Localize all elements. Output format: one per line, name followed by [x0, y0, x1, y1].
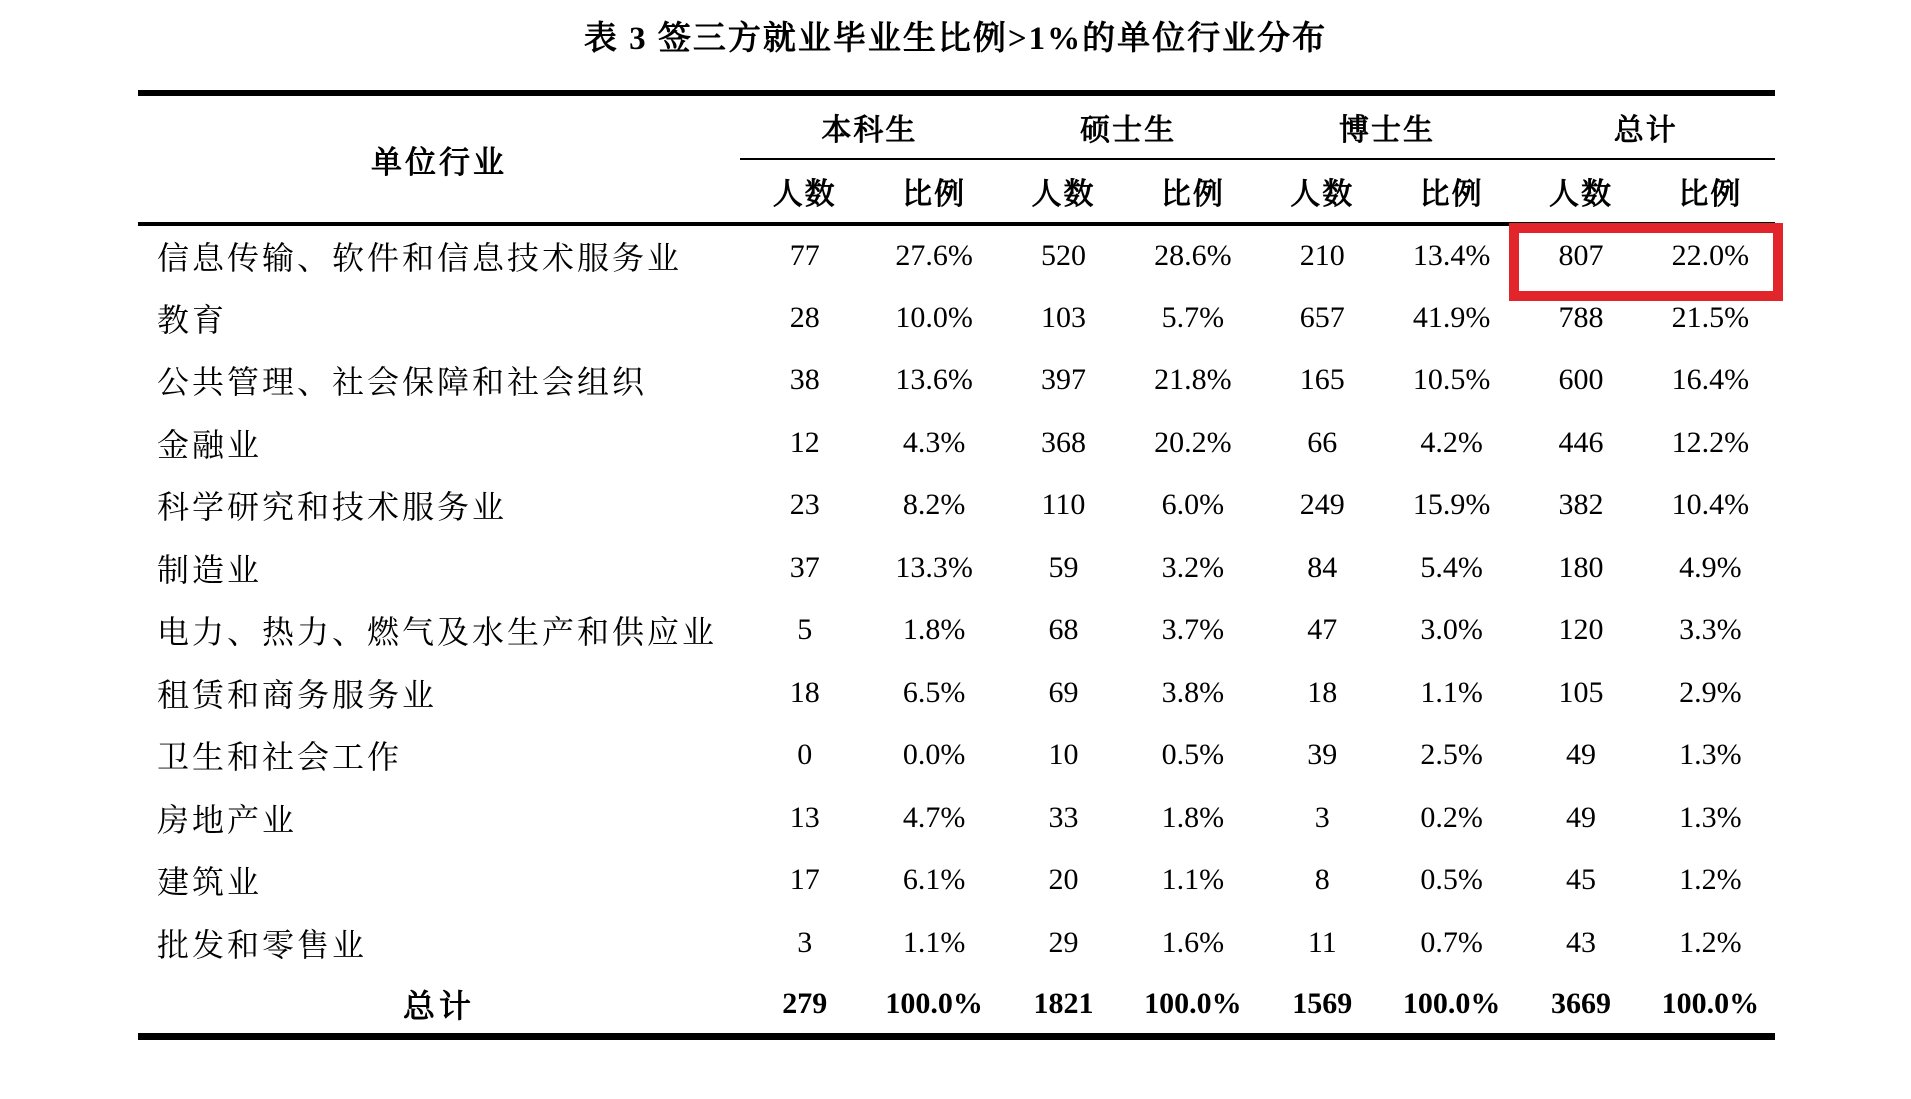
value-cell: 84 [1307, 550, 1338, 584]
value-cell: 520 [1040, 239, 1086, 273]
industry-label: 卫生和社会工作 [157, 739, 403, 776]
industry-label: 教育 [157, 301, 228, 338]
group-header-total: 总计 [1516, 93, 1775, 159]
value-cell: 27.6% [895, 239, 973, 273]
value-cell: 38 [789, 363, 820, 397]
value-cell: 807 [1558, 239, 1604, 273]
industry-distribution-table [138, 90, 1775, 1040]
value-cell: 11 [1307, 925, 1337, 959]
value-cell: 3669 [1516, 974, 1645, 1037]
value-cell: 45 [1566, 863, 1597, 897]
value-cell: 600 [1558, 363, 1604, 397]
value-cell: 21.5% [1671, 300, 1750, 334]
value-cell: 13 [789, 800, 820, 834]
value-cell: 68 [1048, 613, 1079, 647]
value-cell: 2.9% [1679, 675, 1742, 709]
table-body [138, 224, 1775, 1037]
sub-header-count: 人数 [1258, 159, 1387, 224]
value-cell: 21.8% [1154, 363, 1232, 397]
value-cell: 8.2% [902, 488, 966, 522]
industry-row [138, 224, 1775, 287]
value-cell: 10 [1048, 738, 1079, 772]
value-cell: 3.3% [1679, 613, 1742, 647]
value-cell: 0.5% [1420, 863, 1483, 897]
value-cell: 13.6% [895, 363, 973, 397]
total-row-label: 总计 [138, 974, 740, 1037]
sub-header-count: 人数 [740, 159, 869, 224]
value-cell: 18 [789, 675, 820, 709]
value-cell: 47 [1307, 613, 1338, 647]
value-cell: 13.4% [1412, 239, 1491, 273]
value-cell: 0.0% [902, 738, 966, 772]
value-cell: 1.1% [1420, 675, 1483, 709]
value-cell: 1.1% [902, 925, 966, 959]
industry-row [138, 662, 1775, 725]
industry-row [138, 849, 1775, 912]
value-cell: 20 [1048, 863, 1079, 897]
value-cell: 5.4% [1420, 550, 1483, 584]
value-cell: 3.2% [1161, 550, 1225, 584]
value-cell: 39 [1307, 738, 1338, 772]
value-cell: 0.5% [1161, 738, 1225, 772]
industry-label: 公共管理、社会保障和社会组织 [157, 364, 648, 401]
value-cell: 3 [1314, 800, 1330, 834]
value-cell: 180 [1558, 550, 1604, 584]
total-row [138, 974, 1775, 1037]
value-cell: 1.8% [1161, 800, 1225, 834]
value-cell: 49 [1566, 800, 1597, 834]
value-cell: 6.1% [902, 863, 966, 897]
group-header-master: 硕士生 [999, 93, 1258, 159]
industry-row [138, 912, 1775, 975]
value-cell: 1.6% [1161, 925, 1225, 959]
value-cell: 1.2% [1679, 925, 1742, 959]
value-cell: 6.5% [902, 675, 966, 709]
value-cell: 1.3% [1679, 738, 1742, 772]
value-cell: 8 [1314, 863, 1330, 897]
value-cell: 165 [1299, 363, 1345, 397]
value-cell: 100.0% [869, 974, 998, 1037]
value-cell: 368 [1040, 425, 1086, 459]
value-cell: 1821 [999, 974, 1128, 1037]
value-cell: 12 [789, 425, 820, 459]
industry-row [138, 724, 1775, 787]
value-cell: 446 [1558, 425, 1604, 459]
industry-row [138, 474, 1775, 537]
value-cell: 13.3% [895, 550, 973, 584]
value-cell: 788 [1558, 300, 1604, 334]
value-cell: 49 [1566, 738, 1597, 772]
group-header-row [138, 93, 1775, 159]
value-cell: 4.9% [1679, 550, 1742, 584]
sub-header-count: 人数 [999, 159, 1128, 224]
value-cell: 20.2% [1154, 425, 1232, 459]
value-cell: 0 [797, 738, 813, 772]
value-cell: 28 [789, 300, 820, 334]
value-cell: 100.0% [1387, 974, 1516, 1037]
value-cell: 77 [789, 239, 820, 273]
value-cell: 4.3% [902, 425, 966, 459]
value-cell: 657 [1299, 300, 1345, 334]
value-cell: 382 [1558, 488, 1604, 522]
value-cell: 22.0% [1671, 239, 1750, 273]
industry-label: 制造业 [157, 551, 263, 588]
value-cell: 3.0% [1420, 613, 1483, 647]
value-cell: 0.2% [1420, 800, 1483, 834]
value-cell: 397 [1040, 363, 1086, 397]
value-cell: 1.1% [1161, 863, 1225, 897]
value-cell: 66 [1307, 425, 1338, 459]
industry-label: 科学研究和技术服务业 [157, 489, 508, 526]
value-cell: 16.4% [1671, 363, 1750, 397]
sub-header-ratio: 比例 [1646, 159, 1775, 224]
value-cell: 37 [789, 550, 820, 584]
value-cell: 1.3% [1679, 800, 1742, 834]
value-cell: 69 [1048, 675, 1079, 709]
value-cell: 33 [1048, 800, 1079, 834]
value-cell: 105 [1558, 675, 1604, 709]
value-cell: 1569 [1258, 974, 1387, 1037]
value-cell: 41.9% [1412, 300, 1491, 334]
value-cell: 6.0% [1161, 488, 1225, 522]
value-cell: 43 [1566, 925, 1597, 959]
value-cell: 28.6% [1154, 239, 1232, 273]
sub-header-ratio: 比例 [1128, 159, 1257, 224]
industry-row [138, 599, 1775, 662]
value-cell: 110 [1041, 488, 1086, 522]
industry-label: 电力、热力、燃气及水生产和供应业 [157, 614, 718, 651]
table-title: 表 3 签三方就业毕业生比例>1%的单位行业分布 [583, 21, 1328, 57]
value-cell: 15.9% [1412, 488, 1491, 522]
value-cell: 23 [789, 488, 820, 522]
sub-header-count: 人数 [1516, 159, 1645, 224]
value-cell: 210 [1299, 239, 1345, 273]
industry-label: 建筑业 [157, 864, 263, 901]
value-cell: 29 [1048, 925, 1079, 959]
value-cell: 120 [1558, 613, 1604, 647]
value-cell: 2.5% [1420, 738, 1483, 772]
value-cell: 249 [1299, 488, 1345, 522]
value-cell: 0.7% [1420, 925, 1483, 959]
value-cell: 100.0% [1646, 974, 1775, 1037]
sub-header-ratio: 比例 [1387, 159, 1516, 224]
value-cell: 10.4% [1671, 488, 1750, 522]
value-cell: 10.0% [895, 300, 973, 334]
value-cell: 59 [1048, 550, 1079, 584]
industry-label: 信息传输、软件和信息技术服务业 [157, 240, 683, 277]
value-cell: 4.7% [902, 800, 966, 834]
sub-header-ratio: 比例 [869, 159, 998, 224]
value-cell: 10.5% [1412, 363, 1491, 397]
value-cell: 279 [740, 974, 869, 1037]
value-cell: 3.8% [1161, 675, 1225, 709]
value-cell: 1.8% [902, 613, 966, 647]
value-cell: 1.2% [1679, 863, 1742, 897]
value-cell: 103 [1040, 300, 1086, 334]
value-cell: 4.2% [1420, 425, 1483, 459]
industry-row [138, 287, 1775, 350]
value-cell: 17 [789, 863, 820, 897]
group-header-doctor: 博士生 [1258, 93, 1517, 159]
industry-label: 金融业 [157, 426, 263, 463]
value-cell: 5 [797, 613, 813, 647]
industry-row [138, 412, 1775, 475]
industry-label: 租赁和商务服务业 [157, 676, 438, 713]
value-cell: 5.7% [1161, 300, 1225, 334]
column-header-industry: 单位行业 [138, 93, 740, 224]
value-cell: 12.2% [1671, 425, 1750, 459]
industry-row [138, 537, 1775, 600]
industry-row [138, 349, 1775, 412]
value-cell: 3 [797, 925, 813, 959]
value-cell: 18 [1307, 675, 1338, 709]
group-header-undergraduate: 本科生 [740, 93, 999, 159]
value-cell: 3.7% [1161, 613, 1225, 647]
value-cell: 100.0% [1128, 974, 1257, 1037]
industry-label: 批发和零售业 [157, 926, 368, 963]
industry-row [138, 787, 1775, 850]
industry-label: 房地产业 [157, 801, 298, 838]
